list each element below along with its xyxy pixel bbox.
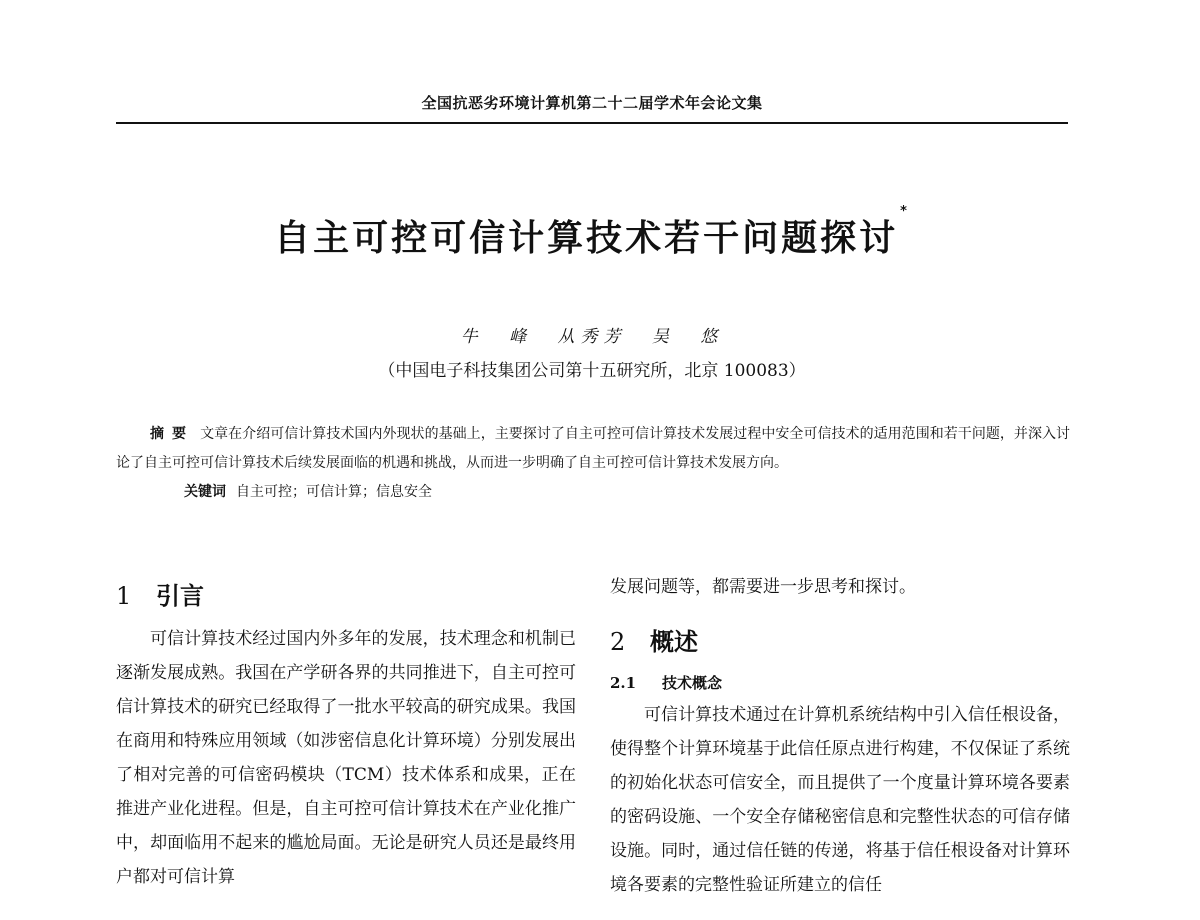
- paper-title-text: 自主可控可信计算技术若干问题探讨: [274, 218, 899, 259]
- section-title: 引言: [156, 582, 204, 610]
- subsection-number: 2.1: [610, 674, 637, 692]
- abstract-paragraph: [116, 420, 1070, 478]
- title-footnote-mark: *: [900, 204, 910, 219]
- right-column: [610, 570, 1070, 902]
- abstract-text: 文章在介绍可信计算技术国内外现状的基础上，主要探讨了自主可控可信计算技术发展过程中安全可信技术的适用范围和若干问题，并深入讨论了自主可控可信计算技术后续发展面临的机遇和挑战，从而进一步明确了自主可控可信计算技术发展方向。: [116, 426, 1071, 471]
- section-number: 1: [116, 582, 132, 610]
- paper-title: [0, 204, 1184, 261]
- subsection-heading: [610, 668, 1070, 698]
- running-header: 全国抗恶劣环境计算机第二十二届学术年会论文集: [421, 94, 763, 112]
- left-column: [116, 570, 576, 894]
- affiliation: （中国电子科技集团公司第十五研究所，北京 100083）: [378, 361, 806, 381]
- body-paragraph: 可信计算技术通过在计算机系统结构中引入信任根设备，使得整个计算环境基于此信任原点进行构建，不仅保证了系统的初始化状态可信安全，而且提供了一个度量计算环境各要素的密码设施、一个安全存储秘密信息和完整性状态的可信存储设施。同时，通过信任链的传递，将基于信任根设备对计算环境各要素的完整性验证所建立的信任: [610, 705, 1070, 895]
- header-rule: [116, 122, 1068, 124]
- authors: 牛 峰 从秀芳 吴 悠: [460, 327, 724, 347]
- section-heading-overview: [610, 616, 1070, 668]
- keywords-text: 自主可控；可信计算；信息安全: [236, 484, 432, 500]
- continued-paragraph: 发展问题等，都需要进一步思考和探讨。: [610, 577, 916, 597]
- section-number: 2: [610, 628, 626, 656]
- subsection-title: 技术概念: [662, 674, 723, 692]
- keywords-line: [116, 478, 1070, 507]
- section-heading-introduction: [116, 570, 576, 622]
- keywords-label: 关键词: [184, 484, 226, 500]
- body-paragraph: 可信计算技术经过国内外多年的发展，技术理念和机制已逐渐发展成熟。我国在产学研各界的共同推进下，自主可控可信计算技术的研究已经取得了一批水平较高的研究成果。我国在商用和特殊应用领域（如涉密信息化计算环境）分别发展出了相对完善的可信密码模块（TCM）技术体系和成果，正在推进产业化进程。但是，自主可控可信计算技术在产业化推广中，却面临用不起来的尴尬局面。无论是研究人员还是最终用户都对可信计算: [116, 629, 576, 887]
- abstract-block: [116, 420, 1070, 507]
- section-title: 概述: [650, 628, 698, 656]
- abstract-label: 摘要: [150, 426, 195, 442]
